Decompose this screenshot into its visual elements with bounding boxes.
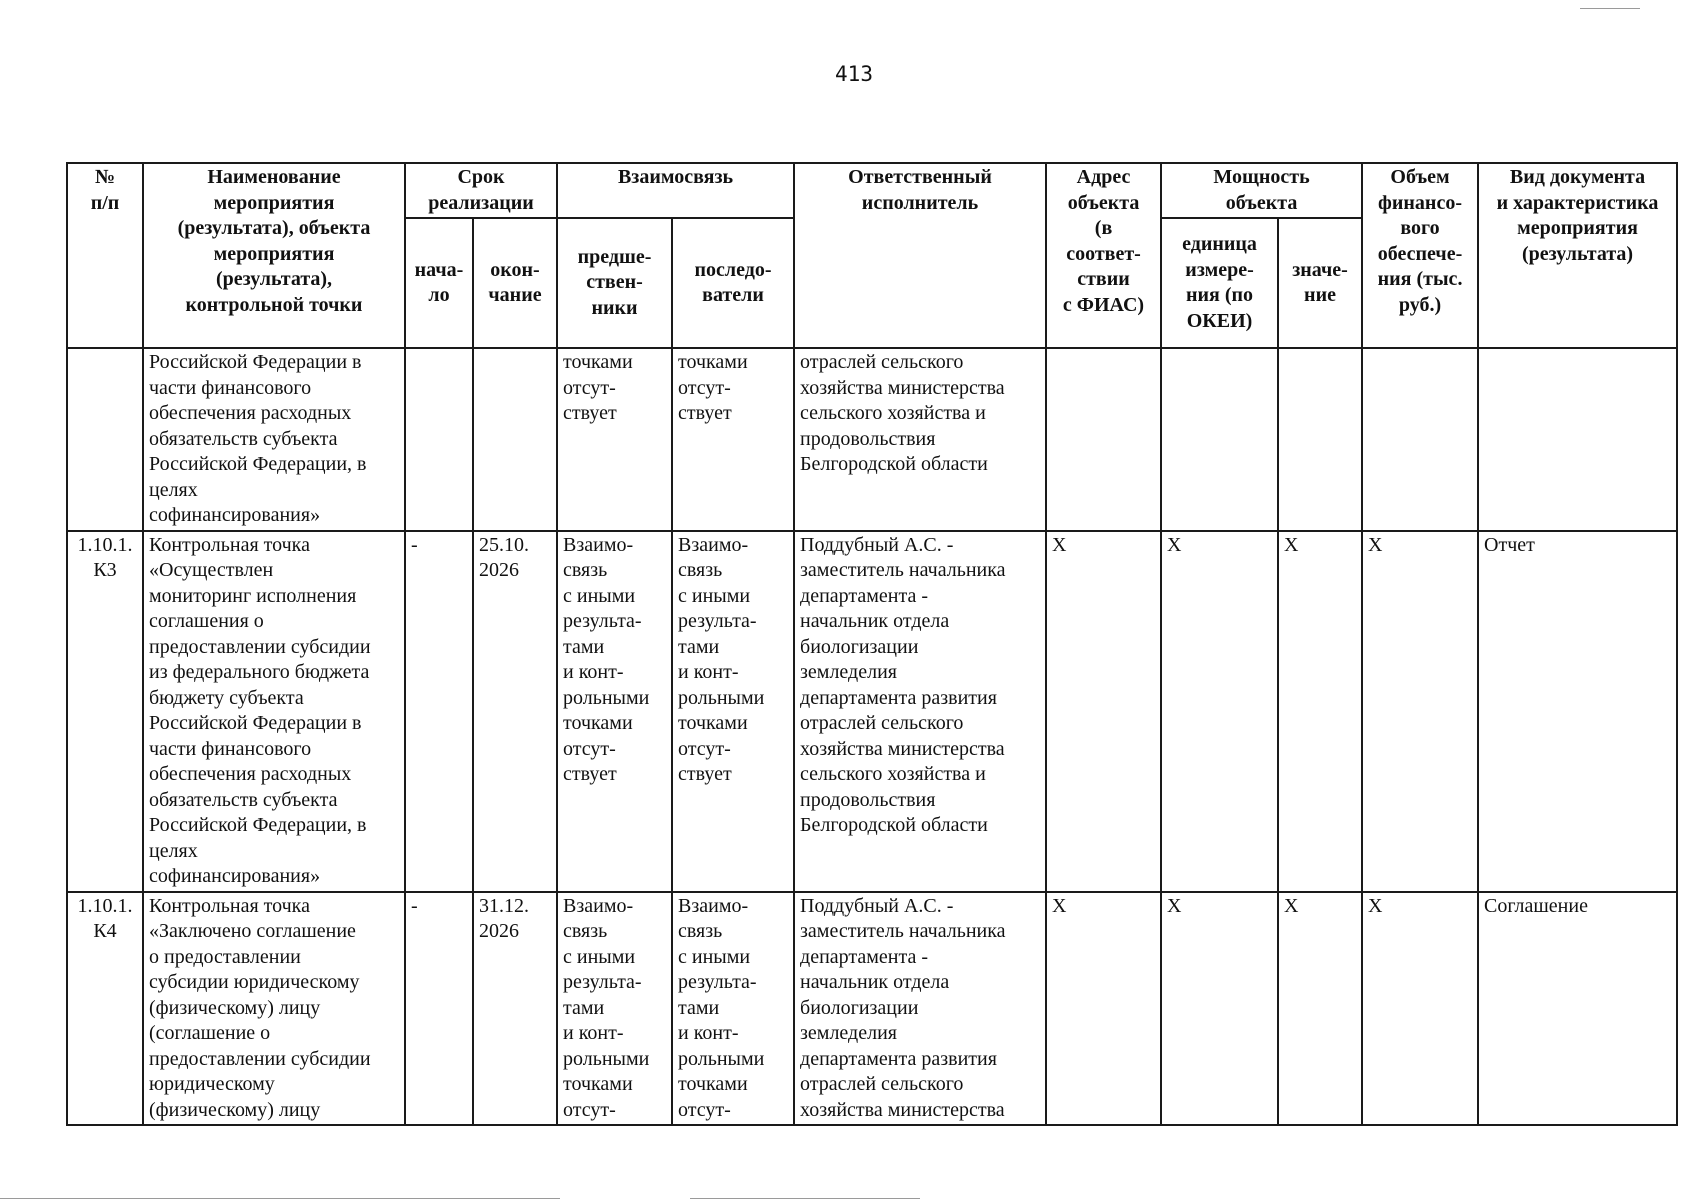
header-relation: Взаимосвязь: [557, 163, 794, 218]
header-responsible: Ответственный исполнитель: [794, 163, 1046, 348]
row-funding: X: [1362, 892, 1478, 1126]
row-name: Контрольная точка «Заключено соглашение о предоставлении субсидии юридическому (физическому) лицу (соглашение о предоставлении субсидии юридическому (физическому) лицу: [143, 892, 405, 1126]
scan-artifact-line: [0, 1198, 560, 1199]
header-period: Срок реализации: [405, 163, 557, 218]
row-prev: точками отсут- ствует: [557, 348, 672, 531]
row-address: X: [1046, 892, 1161, 1126]
header-funding: Объем финансо- вого обеспече- ния (тыс. руб.): [1362, 163, 1478, 348]
page-number: 413: [835, 62, 873, 86]
activities-table-wrapper: [66, 162, 1676, 1126]
table-row: [67, 348, 1677, 531]
table-body: [67, 348, 1677, 1125]
row-start: -: [405, 531, 473, 892]
row-responsible: Поддубный А.С. - заместитель начальника департамента - начальник отдела биологизации земледелия департамента развития отраслей сельского хозяйства министерства сельского хозяйства и продовольствия Белгородской области: [794, 531, 1046, 892]
header-relation-prev: предше- ствен- ники: [557, 218, 672, 348]
row-value: X: [1278, 892, 1362, 1126]
row-end: 25.10. 2026: [473, 531, 557, 892]
row-value: X: [1278, 531, 1362, 892]
row-value: [1278, 348, 1362, 531]
header-num: № п/п: [67, 163, 143, 348]
table-row: [67, 892, 1677, 1126]
row-start: -: [405, 892, 473, 1126]
activities-table: [66, 162, 1678, 1126]
row-end: 31.12. 2026: [473, 892, 557, 1126]
row-next: Взаимо- связь с иными результа- тами и конт- рольными точками отсут- ствует: [672, 531, 794, 892]
row-num: [67, 348, 143, 531]
row-unit: X: [1161, 531, 1278, 892]
row-responsible: отраслей сельского хозяйства министерства сельского хозяйства и продовольствия Белгородской области: [794, 348, 1046, 531]
header-capacity-unit: единица измере- ния (по ОКЕИ): [1161, 218, 1278, 348]
scan-artifact-line: [690, 1198, 920, 1199]
row-funding: [1362, 348, 1478, 531]
row-next: Взаимо- связь с иными результа- тами и конт- рольными точками отсут-: [672, 892, 794, 1126]
row-responsible: Поддубный А.С. - заместитель начальника департамента - начальник отдела биологизации земледелия департамента развития отраслей сельского хозяйства министерства: [794, 892, 1046, 1126]
row-doc: Соглашение: [1478, 892, 1677, 1126]
row-unit: [1161, 348, 1278, 531]
row-address: [1046, 348, 1161, 531]
row-next: точками отсут- ствует: [672, 348, 794, 531]
header-doc-type: Вид документа и характеристика мероприятия (результата): [1478, 163, 1677, 348]
row-unit: X: [1161, 892, 1278, 1126]
header-relation-next: последо- ватели: [672, 218, 794, 348]
row-end: [473, 348, 557, 531]
row-doc: Отчет: [1478, 531, 1677, 892]
header-period-start: нача- ло: [405, 218, 473, 348]
header-name: Наименование мероприятия (результата), объекта мероприятия (результата), контрольной точки: [143, 163, 405, 348]
row-funding: X: [1362, 531, 1478, 892]
table-row: [67, 531, 1677, 892]
row-num: 1.10.1. К3: [67, 531, 143, 892]
header-capacity-value: значе- ние: [1278, 218, 1362, 348]
header-capacity: Мощность объекта: [1161, 163, 1362, 218]
header-address: Адрес объекта (в соответ- ствии с ФИАС): [1046, 163, 1161, 348]
row-name: Российской Федерации в части финансового обеспечения расходных обязательств субъекта Российской Федерации, в целях софинансирования»: [143, 348, 405, 531]
row-num: 1.10.1. К4: [67, 892, 143, 1126]
scan-artifact-line: [1580, 8, 1640, 9]
row-start: [405, 348, 473, 531]
header-period-end: окон- чание: [473, 218, 557, 348]
row-prev: Взаимо- связь с иными результа- тами и конт- рольными точками отсут-: [557, 892, 672, 1126]
row-name: Контрольная точка «Осуществлен мониторинг исполнения соглашения о предоставлении субсидии из федерального бюджета бюджету субъекта Российской Федерации в части финансового обеспечения расходных обязательств субъекта Российской Федерации, в целях софинансирования»: [143, 531, 405, 892]
row-prev: Взаимо- связь с иными результа- тами и конт- рольными точками отсут- ствует: [557, 531, 672, 892]
row-address: X: [1046, 531, 1161, 892]
row-doc: [1478, 348, 1677, 531]
table-header: [67, 163, 1677, 348]
